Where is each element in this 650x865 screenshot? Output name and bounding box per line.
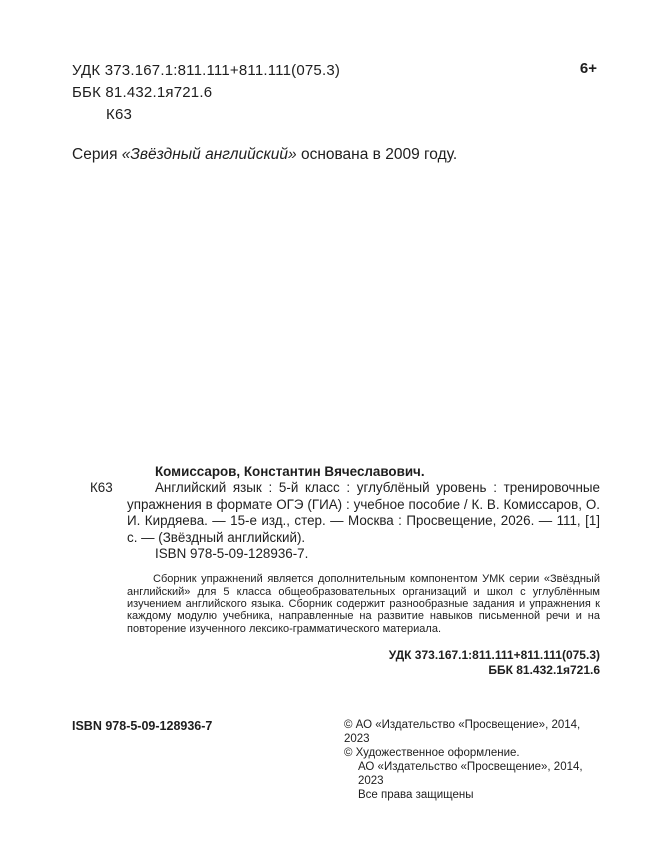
bbk-code-bold: ББК 81.432.1я721.6: [488, 663, 600, 678]
author-sign-code: К63: [106, 106, 133, 123]
copyright-line: © АО «Издательство «Просвещение», 2014, 2023: [344, 718, 581, 745]
classification-codes-right: [127, 648, 600, 679]
footer-row: [72, 718, 600, 802]
catalog-card: [90, 464, 600, 679]
series-prefix: Серия: [72, 146, 122, 163]
classification-block: [72, 60, 340, 126]
udk-code: УДК 373.167.1:811.111+811.111(075.3): [72, 62, 341, 79]
isbn-footer: ISBN 978-5-09-128936-7: [72, 718, 213, 733]
age-rating-badge: 6+: [579, 60, 597, 77]
copyright-line: Все права защищены: [358, 788, 474, 801]
copyright-line: АО «Издательство «Просвещение», 2014, 2023: [358, 760, 583, 787]
author-sign-code-entry: К63: [90, 480, 113, 496]
series-statement: [72, 146, 600, 164]
udk-code-bold: УДК 373.167.1:811.111+811.111(075.3): [388, 647, 600, 662]
series-suffix: основана в 2009 году.: [296, 146, 458, 163]
copyright-block: [344, 718, 600, 802]
author-heading: Комиссаров, Константин Вячеславович.: [155, 464, 425, 479]
series-title: «Звёздный английский»: [121, 146, 297, 163]
copyright-line: © Художественное оформление.: [344, 746, 520, 759]
catalog-entry: [90, 480, 600, 546]
annotation-text: Сборник упражнений является дополнительным компонентом УМК серии «Звёздный английский» для 5 класса общеобразовательных организаций и школ с углублённым изучением английского языка. Сборник содержит разнообразные задания и упражнения к каждому модулю учебника, направленные на развитие навыков письменной речи и на повторение изученного лексико-грамматического материала.: [127, 573, 600, 635]
bbk-code: ББК 81.432.1я721.6: [72, 84, 213, 101]
top-codes-row: [72, 60, 600, 126]
isbn-entry: ISBN 978-5-09-128936-7.: [155, 546, 309, 562]
bibliographic-description: Английский язык : 5-й класс : углублёный уровень : тренировочные упражнения в формате ОГЭ (ГИА) : учебное пособие / К. В. Комиссаров, О. И. Кирдяева. — 15-е изд., стер. — Москва : Просвещение, 2026. — 111, [1] с. — (Звёздный английский).: [127, 480, 600, 545]
